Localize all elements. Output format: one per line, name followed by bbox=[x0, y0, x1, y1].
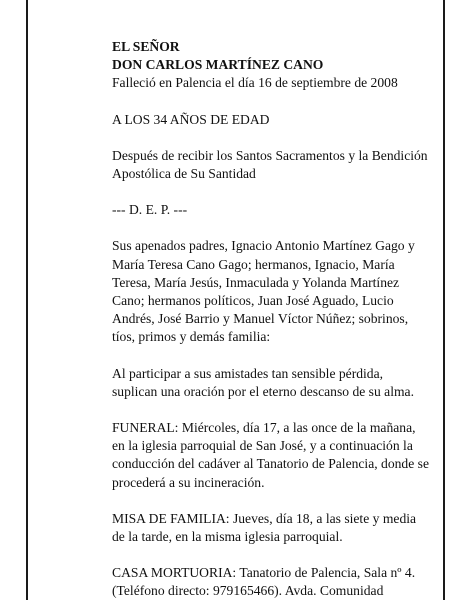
title-line-1: EL SEÑOR bbox=[112, 39, 180, 54]
funeral-paragraph: FUNERAL: Miércoles, día 17, a las once de la mañana, en la iglesia parroquial de San José, y a continuación la conducción del cadáver al Tanatorio de Palencia, donde se procederá a su incineración. bbox=[112, 420, 429, 490]
right-border-line bbox=[443, 0, 445, 600]
rip-line: --- D. E. P. --- bbox=[112, 202, 188, 218]
family-mass-paragraph: MISA DE FAMILIA: Jueves, día 18, a las siete y media de la tarde, en la misma iglesia parroquial. bbox=[112, 510, 417, 545]
sacraments-paragraph: Después de recibir los Santos Sacramentos y la Bendición Apostólica de Su Santidad bbox=[112, 147, 428, 182]
family-paragraph: Sus apenados padres, Ignacio Antonio Martínez Gago y María Teresa Cano Gago; hermanos, Ignacio, María Teresa, María Jesús, Inmaculada y Yolanda Martínez Cano; hermanos políticos, Juan José Aguado, Lucio Andrés, José Barrio y Manuel Víctor Núñez; sobrinos, tíos, primos y demás familia: bbox=[112, 238, 415, 345]
funeral-home-paragraph: CASA MORTUORIA: Tanatorio de Palencia, Sala nº 4. (Teléfono directo: 979165466). Avda. Comunidad bbox=[112, 565, 416, 599]
request-paragraph: Al participar a sus amistades tan sensible pérdida, suplican una oración por el eterno descanso de su alma. bbox=[112, 365, 414, 399]
age-line: A LOS 34 AÑOS DE EDAD bbox=[112, 111, 270, 127]
left-border-line bbox=[26, 0, 28, 600]
obituary-notice bbox=[112, 38, 430, 601]
title-line-2: DON CARLOS MARTÍNEZ CANO bbox=[112, 57, 324, 73]
death-info: Falleció en Palencia el día 16 de septiembre de 2008 bbox=[112, 75, 398, 91]
